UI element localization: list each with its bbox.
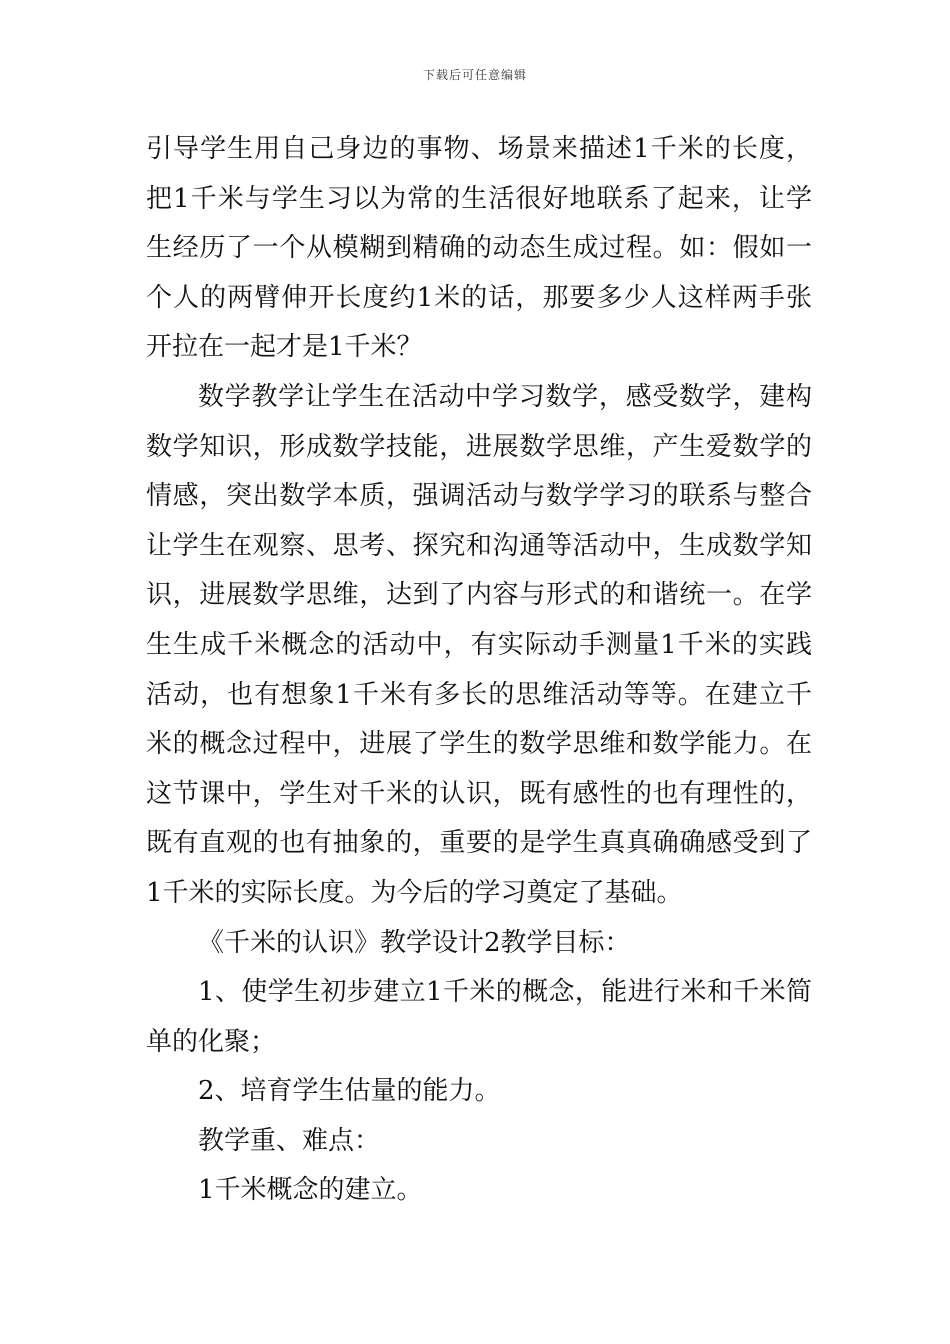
- page-header-note: 下载后可任意编辑: [422, 68, 527, 82]
- paragraph-key-points-heading: 教学重、难点：: [198, 1125, 381, 1156]
- paragraph-design-title: 《千米的认识》教学设计2教学目标：: [198, 927, 631, 958]
- document-body: [146, 125, 812, 1216]
- paragraph-math-teaching: 数学教学让学生在活动中学习数学，感受数学，建构数学知识，形成数学技能，进展数学思维，产生爱数学的情感，突出数学本质，强调活动与数学学习的联系与整合让学生在观察、思考、探究和沟通等活动中，生成数学知识，进展数学思维，达到了内容与形式的和谐统一。在学生生成千米概念的活动中，有实际动手测量1千米的实践活动，也有想象1千米有多长的思维活动等等。在建立千米的概念过程中，进展了学生的数学思维和数学能力。在这节课中，学生对千米的认识，既有感性的也有理性的，既有直观的也有抽象的，重要的是学生真真确确感受到了1千米的实际长度。为今后的学习奠定了基础。: [146, 381, 812, 908]
- paragraph-goal-1: 1、使学生初步建立1千米的概念，能进行米和千米简单的化聚；: [146, 977, 812, 1057]
- paragraph-goal-2: 2、培育学生估量的能力。: [198, 1076, 501, 1107]
- paragraph-key-point: 1千米概念的建立。: [198, 1175, 423, 1206]
- paragraph-continuation: 引导学生用自己身边的事物、场景来描述1千米的长度，把1千米与学生习以为常的生活很好地联系了起来，让学生经历了一个从模糊到精确的动态生成过程。如：假如一个人的两臂伸开长度约1米的话，那要多少人这样两手张开拉在一起才是1千米？: [146, 134, 812, 363]
